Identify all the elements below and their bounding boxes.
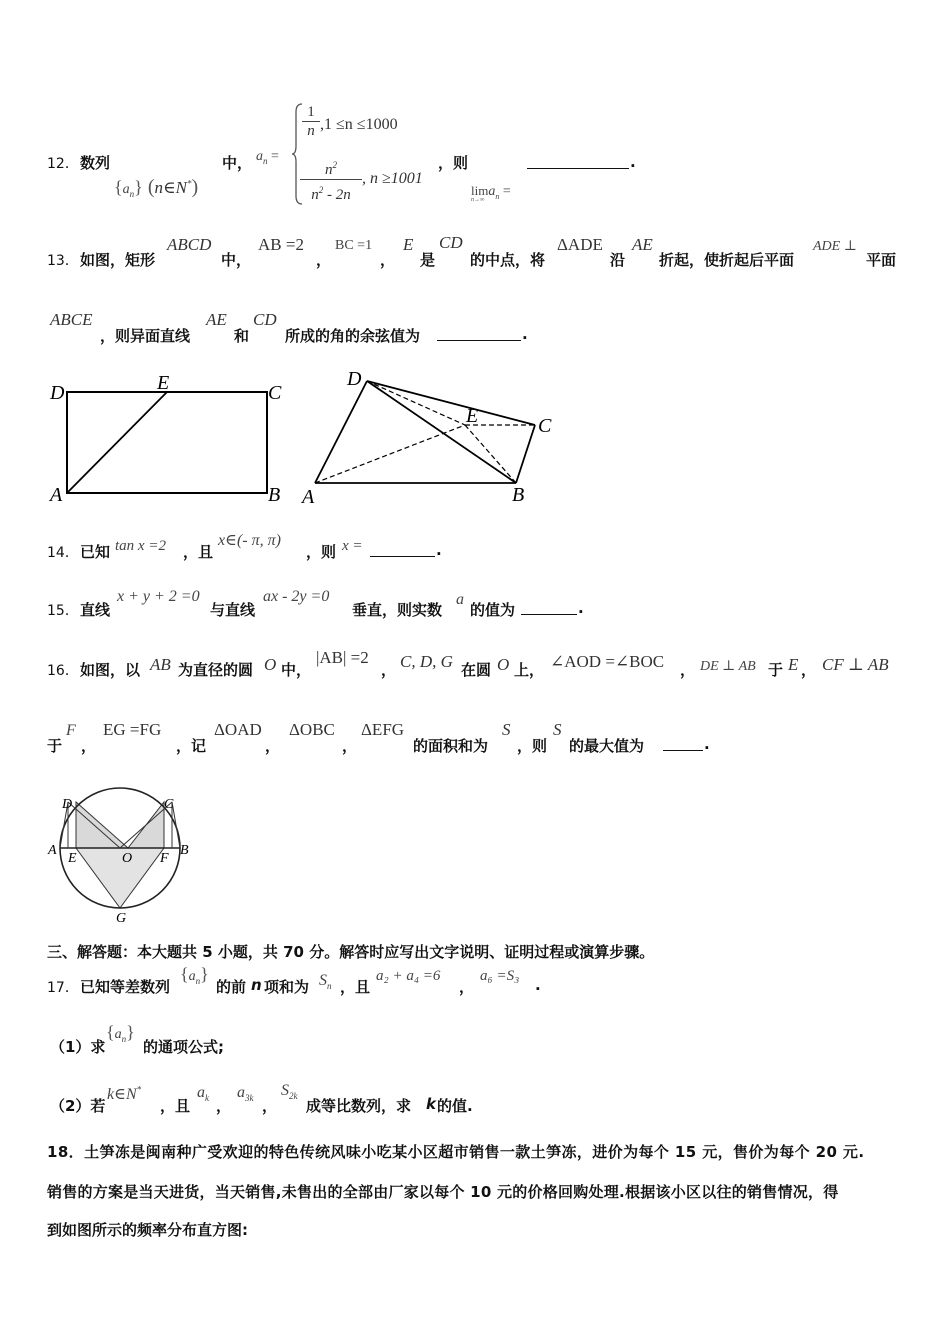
rect-label-B: B (268, 484, 281, 506)
q16-math-DE-perp: DE ⊥ AB (700, 659, 756, 674)
circle-label-A: A (48, 843, 57, 858)
q16-comma-4: ， (81, 737, 97, 755)
q16-math-EFG: ΔEFG (361, 720, 405, 739)
q16-math-EGFG: EG =FG (103, 720, 162, 739)
q16-math-E: E (788, 655, 799, 674)
q13-text-9: 和 (234, 327, 250, 345)
q13-math-triangle: ΔADE (557, 235, 603, 254)
q17-part2-label: （2）若 (50, 1097, 106, 1115)
q18-line-2: 销售的方案是当天进货，当天销售,未售出的全部由厂家以每个 10 元的价格回购处理.根据该小区以往的销售情况，得 (47, 1183, 839, 1201)
q14-text-3: ，则 (306, 543, 337, 561)
q13-math-E: E (403, 235, 414, 254)
q17-part2-text-1: ，且 (160, 1097, 191, 1115)
fold-label-E: E (466, 405, 479, 427)
q16-answer-blank[interactable] (663, 736, 703, 751)
q16-text-11: 的最大值为 (569, 737, 645, 755)
q17-text-3: 项和为 (264, 978, 310, 996)
circle-label-F: F (160, 851, 169, 866)
q13-text-7: 平面 (866, 251, 897, 269)
q16-text-8: ，记 (176, 737, 207, 755)
fold-label-C: C (538, 415, 552, 437)
q17-part2-k2: k (426, 1095, 436, 1113)
q17-part1-seq: $\{a_n\}$ (106, 1022, 135, 1045)
q16-math-angles: ∠AOD =∠BOC (550, 652, 665, 671)
q16-text-7: 于 (47, 737, 63, 755)
q16-math-O-2: O (497, 655, 510, 674)
q13-text-5: 沿 (610, 251, 626, 269)
q16-math-O: O (264, 655, 277, 674)
q13-math-ABCE: ABCE (50, 310, 93, 329)
q16-math-F: F (66, 722, 76, 739)
q16-text-1: 如图，以 (80, 661, 141, 679)
q16-math-OAD: ΔOAD (214, 720, 262, 739)
q13-text-4: 的中点，将 (470, 251, 546, 269)
q12-text-1: 数列 (80, 154, 111, 172)
q16-math-S-2: S (553, 720, 562, 739)
q15-math-a: a (456, 591, 464, 608)
q15-text-3: 垂直，则实数 (352, 601, 443, 619)
q16-end: . (704, 735, 710, 753)
q12-case2-fraction: $n^2$ $n^2 - 2n$ (300, 156, 362, 205)
q16-text-4: 在圆 (461, 661, 492, 679)
q17-part2-S2k: $S_{2k}$ (281, 1082, 298, 1102)
q12-case2-condition: , n ≥1001 (362, 170, 423, 187)
rectangle-figure (48, 372, 282, 506)
q16-text-2: 为直径的圆 (178, 661, 254, 679)
q17-part1-text: 的通项公式; (143, 1038, 224, 1056)
q17-part2-text-2: 成等比数列，求 (306, 1097, 412, 1115)
q13-math-CD: CD (439, 233, 463, 252)
q14-text-1: 已知 (80, 543, 111, 561)
q13-comma-2: ， (380, 251, 396, 269)
section-3-title: 三、解答题：本大题共 5 小题，共 70 分。解答时应写出文字说明、证明过程或演算步骤。 (47, 943, 655, 961)
q13-math-ABCD: ABCD (167, 235, 212, 254)
q17-text-1: 已知等差数列 (80, 978, 171, 996)
q12-text-3: ，则 (438, 154, 469, 172)
circle-label-B: B (180, 843, 189, 858)
q15-end: . (578, 599, 584, 617)
q16-comma-3: ， (801, 661, 817, 679)
q17-text-2: 的前 (216, 978, 247, 996)
q13-answer-blank[interactable] (437, 326, 521, 341)
q16-text-5: 上， (514, 661, 545, 679)
q17-part2-comma-1: ， (216, 1097, 232, 1115)
rect-label-D: D (50, 382, 65, 404)
q12-case1-condition: ,1 ≤n ≤1000 (320, 116, 398, 133)
q12-number: 12． (47, 156, 79, 172)
q17-text-4: ，且 (340, 978, 371, 996)
q14-end: . (436, 541, 442, 559)
q18-line-3: 到如图所示的频率分布直方图: (47, 1221, 248, 1239)
q14-text-2: ，且 (183, 543, 214, 561)
q12-limit: lima$_n$ = n→∞ (471, 183, 511, 204)
q13-math-CD-2: CD (253, 310, 277, 329)
q16-text-6: 于 (768, 661, 784, 679)
q17-part2-ak: $a_k$ (197, 1084, 209, 1104)
q16-comma-1: ， (381, 661, 397, 679)
q16-math-S: S (502, 720, 511, 739)
q16-comma-2: ， (680, 661, 696, 679)
q14-math-interval: x∈(- π, π) (218, 532, 281, 549)
q13-math-perp: ADE ⊥ (813, 239, 857, 254)
q15-answer-blank[interactable] (521, 600, 577, 615)
circle-label-C: C (164, 797, 174, 812)
fold-label-A: A (302, 486, 315, 508)
circle-label-G: G (116, 911, 127, 925)
q16-math-CF-perp: CF ⊥ AB (822, 655, 889, 674)
q12-end: . (630, 153, 636, 171)
q16-comma-6: ， (342, 737, 358, 755)
q14-answer-blank[interactable] (370, 542, 435, 557)
q17-part2-a3k: $a_{3k}$ (237, 1084, 254, 1104)
q15-math-line1: x + y + 2 =0 (117, 588, 200, 605)
q13-text-2: 中， (221, 251, 252, 269)
q13-text-3: 是 (420, 251, 436, 269)
q13-text-8: ，则异面直线 (100, 327, 191, 345)
q16-text-3: 中， (281, 661, 312, 679)
q13-math-BC: BC =1 (335, 238, 373, 253)
q14-math-tan: tan x =2 (115, 538, 166, 554)
q14-math-x: x = (342, 538, 363, 554)
circle-label-E: E (68, 851, 77, 866)
q14-number: 14． (47, 545, 79, 561)
rect-label-C: C (268, 382, 282, 404)
circle-label-O: O (122, 851, 133, 866)
q17-part2-comma-2: ， (262, 1097, 278, 1115)
q17-math-cond1: a₂ + a₄ =6 (376, 968, 441, 984)
q17-seq: $\{a_n\}$ (180, 964, 209, 987)
q12-answer-blank[interactable] (527, 154, 629, 169)
q16-math-absAB: |AB| =2 (316, 648, 369, 667)
q13-comma-1: ， (316, 251, 332, 269)
q15-text-2: 与直线 (210, 601, 256, 619)
folded-figure (300, 368, 552, 508)
q18-line-1: 18．土笋冻是闽南种广受欢迎的特色传统风味小吃某小区超市销售一款土笋冻，进价为每个 15 元，售价为每个 20 元. (47, 1143, 865, 1161)
circle-label-D: D (62, 797, 73, 812)
q13-figure (40, 365, 580, 510)
q16-math-CDG: C, D, G (400, 652, 453, 671)
q17-math-cond2: a₆ =S₃ (480, 968, 520, 984)
q13-text-10: 所成的角的余弦值为 (285, 327, 421, 345)
q16-text-10: ，则 (517, 737, 548, 755)
q15-math-line2: ax - 2y =0 (263, 588, 330, 605)
q15-number: 15． (47, 603, 79, 619)
q17-part2-k: k∈N* (107, 1084, 142, 1103)
q15-text-1: 直线 (80, 601, 111, 619)
q17-Sn: $S_n$ (319, 972, 332, 992)
fold-label-D: D (347, 368, 362, 390)
q13-math-AE-2: AE (206, 310, 227, 329)
q12-case1-fraction: 1 n (302, 103, 320, 140)
q16-comma-5: ， (265, 737, 281, 755)
q17-number: 17． (47, 980, 79, 996)
fold-label-B: B (512, 484, 525, 506)
rect-label-E: E (157, 372, 170, 394)
rect-label-A: A (50, 484, 63, 506)
q13-text-1: 如图，矩形 (80, 251, 156, 269)
q12-text-2: 中， (222, 154, 253, 172)
q15-text-4: 的值为 (470, 601, 516, 619)
q17-part2-text-3: 的值. (437, 1097, 473, 1115)
q17-end: . (535, 976, 541, 994)
q16-number: 16． (47, 663, 79, 679)
q13-math-AE: AE (632, 235, 653, 254)
q13-end: . (522, 325, 528, 343)
q16-math-AB: AB (150, 655, 171, 674)
q12-sequence: $\{a_n\}$ (n∈N*) (114, 176, 199, 200)
q17-text-n: n (251, 976, 262, 994)
q17-part1-label: （1）求 (50, 1038, 106, 1056)
q16-figure (40, 780, 220, 925)
q16-math-OBC: ΔOBC (289, 720, 335, 739)
q17-comma: ， (459, 978, 475, 996)
q13-number: 13． (47, 253, 79, 269)
q13-text-6: 折起，使折起后平面 (659, 251, 795, 269)
q16-text-9: 的面积和为 (413, 737, 489, 755)
q13-math-AB: AB =2 (258, 235, 304, 254)
q12-an-lhs: $a_n$ = (256, 149, 279, 167)
